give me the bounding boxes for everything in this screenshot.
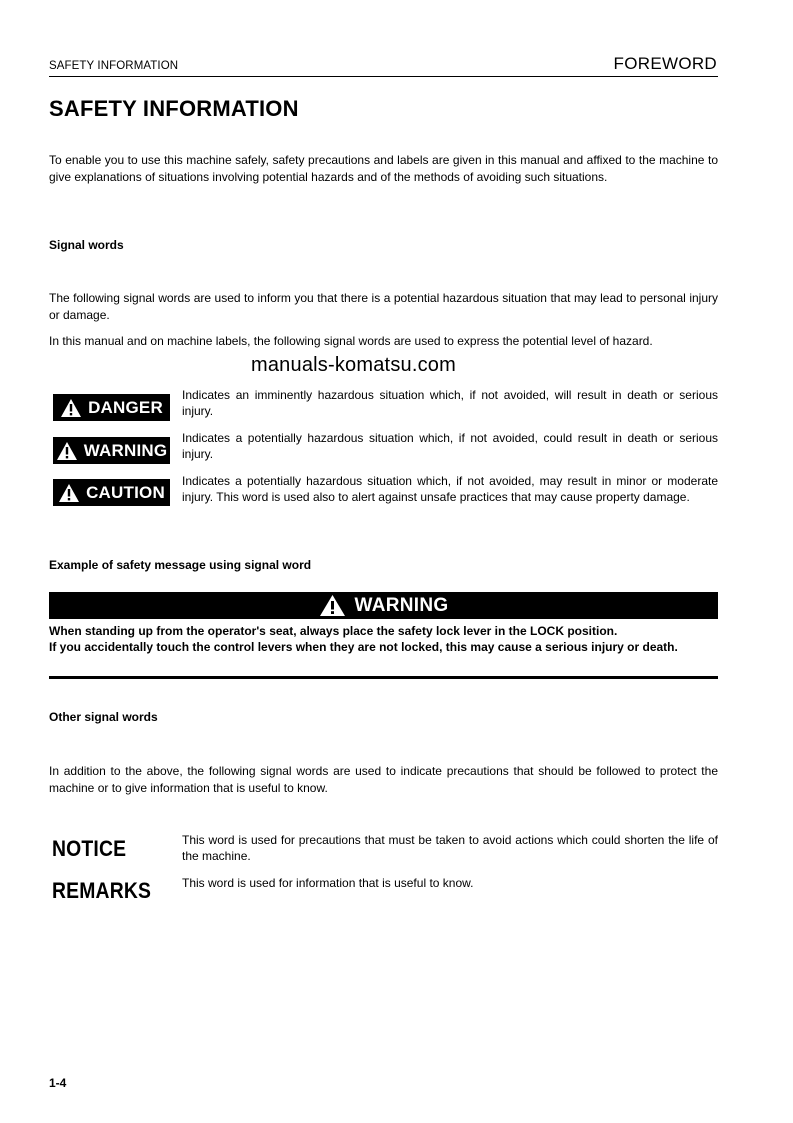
caution-label [53, 479, 170, 506]
example-warning-message [49, 623, 718, 655]
other-signal-words-heading: Other signal words [49, 710, 158, 724]
danger-description: Indicates an imminently hazardous situation which, if not avoided, will result in death or serious injury. [182, 388, 718, 418]
caution-description: Indicates a potentially hazardous situation which, if not avoided, may result in minor or moderate injury. This word is used also to alert against unsafe practices that may cause property damage. [182, 474, 718, 504]
header-section-title: SAFETY INFORMATION [49, 60, 179, 72]
notice-label: NOTICE [52, 836, 127, 861]
warning-description: Indicates a potentially hazardous situation which, if not avoided, could result in death or serious injury. [182, 431, 718, 461]
header-divider [49, 76, 718, 77]
page-number: 1-4 [49, 1076, 67, 1090]
danger-label [53, 394, 170, 421]
warning-label [53, 437, 170, 464]
example-heading: Example of safety message using signal word [49, 558, 312, 572]
header-chapter-title: FOREWORD [613, 54, 717, 73]
signal-words-heading: Signal words [49, 238, 124, 252]
example-warning-line-2: If you accidentally touch the control levers when they are not locked, this may cause a serious injury or death. [49, 640, 678, 654]
signal-words-paragraph-1: The following signal words are used to inform you that there is a potential hazardous situation that may lead to personal injury or damage. [49, 291, 718, 322]
danger-label-text: DANGER [88, 397, 163, 417]
watermark-text: manuals-komatsu.com [251, 354, 456, 376]
warning-triangle-icon [60, 398, 82, 418]
warning-triangle-icon [56, 441, 78, 461]
warning-triangle-icon [58, 483, 80, 503]
remarks-label: REMARKS [52, 878, 152, 903]
remarks-description: This word is used for information that is useful to know. [182, 876, 474, 890]
warning-triangle-icon [319, 594, 346, 617]
notice-description: This word is used for precautions that must be taken to avoid actions which could shorten the life of the machine. [182, 833, 718, 863]
intro-paragraph: To enable you to use this machine safely, safety precautions and labels are given in this manual and affixed to the machine to give explanations of situations involving potential hazards and of the methods of avoiding such situations. [49, 153, 718, 184]
other-signal-words-paragraph: In addition to the above, the following signal words are used to indicate precautions that should be followed to protect the machine or to give information that is useful to know. [49, 764, 718, 795]
warning-label-text: WARNING [83, 440, 168, 460]
example-warning-label: WARNING [354, 594, 449, 616]
page-title: SAFETY INFORMATION [49, 96, 299, 121]
signal-words-paragraph-2: In this manual and on machine labels, the following signal words are used to express the potential level of hazard. [49, 334, 653, 348]
example-warning-bar [49, 592, 718, 619]
example-warning-line-1: When standing up from the operator's seat, always place the safety lock lever in the LOCK position. [49, 624, 618, 638]
example-warning-divider [49, 676, 718, 679]
caution-label-text: CAUTION [86, 482, 165, 502]
